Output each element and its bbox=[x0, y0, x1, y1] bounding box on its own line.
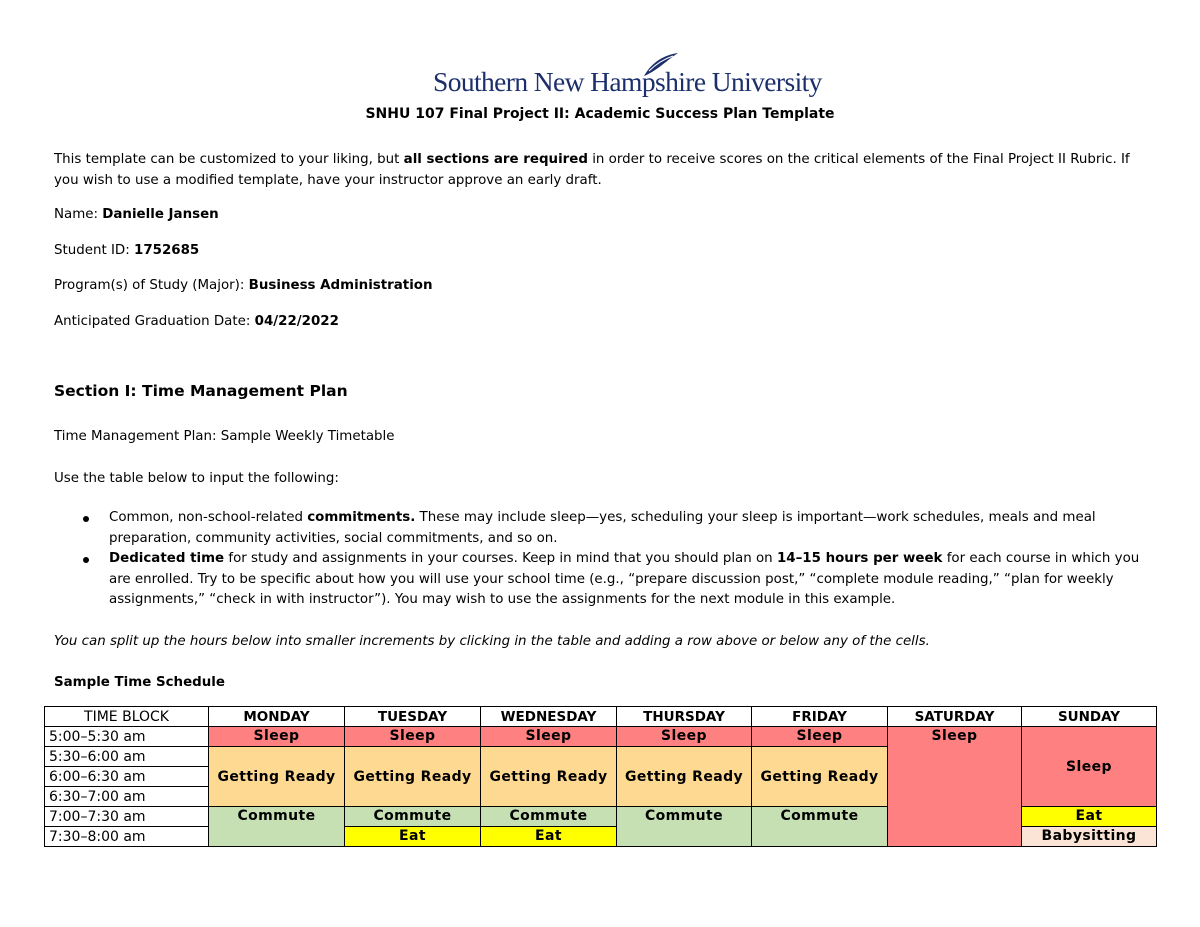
activity-cell-getting-ready[interactable]: Getting Ready bbox=[617, 747, 752, 807]
activity-cell-saturday-sleep[interactable]: Sleep bbox=[888, 727, 1022, 847]
time-cell[interactable]: 6:00–6:30 am bbox=[45, 767, 209, 787]
intro-bold: all sections are required bbox=[403, 152, 588, 167]
activity-cell-commute[interactable]: Commute bbox=[345, 807, 481, 827]
time-cell[interactable]: 7:30–8:00 am bbox=[45, 827, 209, 847]
list-item bbox=[54, 549, 1154, 611]
graduation-date-field bbox=[54, 311, 1154, 332]
activity-cell-eat[interactable]: Eat bbox=[345, 827, 481, 847]
bullet-icon bbox=[83, 557, 89, 563]
column-header-sunday: SUNDAY bbox=[1022, 707, 1157, 727]
activity-cell-sunday-sleep[interactable]: Sleep bbox=[1022, 727, 1157, 807]
student-id-value: 1752685 bbox=[134, 243, 200, 258]
student-id-label: Student ID: bbox=[54, 243, 134, 258]
activity-cell-commute[interactable]: Commute bbox=[617, 807, 752, 847]
bullet2-bold-c: 14–15 hours per week bbox=[776, 551, 943, 566]
intro-paragraph bbox=[54, 149, 1154, 191]
activity-cell-getting-ready[interactable]: Getting Ready bbox=[481, 747, 617, 807]
university-wordmark: Southern New Hampshire University bbox=[433, 66, 822, 97]
program-label: Program(s) of Study (Major): bbox=[54, 278, 249, 293]
activity-cell-getting-ready[interactable]: Getting Ready bbox=[209, 747, 345, 807]
column-header-tuesday: TUESDAY bbox=[345, 707, 481, 727]
column-header-friday: FRIDAY bbox=[752, 707, 888, 727]
table-header-row bbox=[45, 707, 1157, 727]
section-heading: Section I: Time Management Plan bbox=[54, 382, 348, 400]
activity-cell-sleep[interactable]: Sleep bbox=[752, 727, 888, 747]
activity-cell-eat[interactable]: Eat bbox=[481, 827, 617, 847]
university-logo bbox=[433, 52, 822, 100]
bullet2-text-b: for study and assignments in your courses. Keep in mind that you should plan on bbox=[224, 551, 777, 566]
name-label: Name: bbox=[54, 207, 103, 222]
column-header-thursday: THURSDAY bbox=[617, 707, 752, 727]
bullet2-bold-a: Dedicated time bbox=[109, 551, 225, 566]
column-header-saturday: SATURDAY bbox=[888, 707, 1022, 727]
program-value: Business Administration bbox=[248, 278, 433, 293]
activity-cell-eat[interactable]: Eat bbox=[1022, 807, 1157, 827]
italic-note: You can split up the hours below into smaller increments by clicking in the table and adding a row above or below any of the cells. bbox=[54, 634, 930, 649]
schedule-label: Sample Time Schedule bbox=[54, 675, 225, 690]
activity-cell-commute[interactable]: Commute bbox=[481, 807, 617, 827]
instruction-text: Use the table below to input the following: bbox=[54, 471, 339, 486]
graduation-date-label: Anticipated Graduation Date: bbox=[54, 314, 255, 329]
quill-leaf-icon bbox=[640, 52, 680, 80]
column-header-time-block: TIME BLOCK bbox=[45, 707, 209, 727]
time-cell[interactable]: 7:00–7:30 am bbox=[45, 807, 209, 827]
activity-cell-sleep[interactable]: Sleep bbox=[345, 727, 481, 747]
activity-cell-sleep[interactable]: Sleep bbox=[481, 727, 617, 747]
intro-text-1: This template can be customized to your liking, but bbox=[54, 152, 404, 167]
activity-cell-getting-ready[interactable]: Getting Ready bbox=[345, 747, 481, 807]
column-header-wednesday: WEDNESDAY bbox=[481, 707, 617, 727]
activity-cell-commute[interactable]: Commute bbox=[209, 807, 345, 847]
bullet2-text-d: for each course in which you are enrolled. Try to be specific about how you will use your school time (e.g., “prepare discussion post,” “complete module reading,” “plan for weekly assignments,” “check in with instructor”). You may wish to use the assignments for the next module in this example. bbox=[109, 551, 1140, 607]
bullet1-text-a: Common, non-school-related bbox=[109, 510, 308, 525]
program-field bbox=[54, 275, 1154, 296]
list-item bbox=[54, 508, 1154, 549]
time-schedule-table bbox=[44, 706, 1157, 847]
name-field bbox=[54, 204, 1154, 225]
document-title: SNHU 107 Final Project II: Academic Success Plan Template bbox=[365, 106, 835, 122]
time-cell[interactable]: 5:30–6:00 am bbox=[45, 747, 209, 767]
name-value: Danielle Jansen bbox=[102, 207, 219, 222]
requirements-list bbox=[54, 508, 1154, 611]
activity-cell-sleep[interactable]: Sleep bbox=[209, 727, 345, 747]
bullet1-bold: commitments. bbox=[307, 510, 416, 525]
activity-cell-babysitting[interactable]: Babysitting bbox=[1022, 827, 1157, 847]
activity-cell-commute[interactable]: Commute bbox=[752, 807, 888, 847]
column-header-monday: MONDAY bbox=[209, 707, 345, 727]
section-subheading: Time Management Plan: Sample Weekly Timetable bbox=[54, 429, 395, 444]
student-id-field bbox=[54, 240, 1154, 261]
bullet1-text-c: These may include sleep—yes, scheduling your sleep is important—work schedules, meals and meal preparation, community activities, social commitments, and so on. bbox=[109, 510, 1096, 546]
time-cell[interactable]: 5:00–5:30 am bbox=[45, 727, 209, 747]
bullet-icon bbox=[83, 516, 89, 522]
time-cell[interactable]: 6:30–7:00 am bbox=[45, 787, 209, 807]
intro-text-2: in order to receive scores on the critical elements of the Final Project II Rubric. If you wish to use a modified template, have your instructor approve an early draft. bbox=[54, 152, 1130, 188]
activity-cell-getting-ready[interactable]: Getting Ready bbox=[752, 747, 888, 807]
graduation-date-value: 04/22/2022 bbox=[254, 314, 339, 329]
table-row bbox=[45, 727, 1157, 747]
activity-cell-sleep[interactable]: Sleep bbox=[617, 727, 752, 747]
